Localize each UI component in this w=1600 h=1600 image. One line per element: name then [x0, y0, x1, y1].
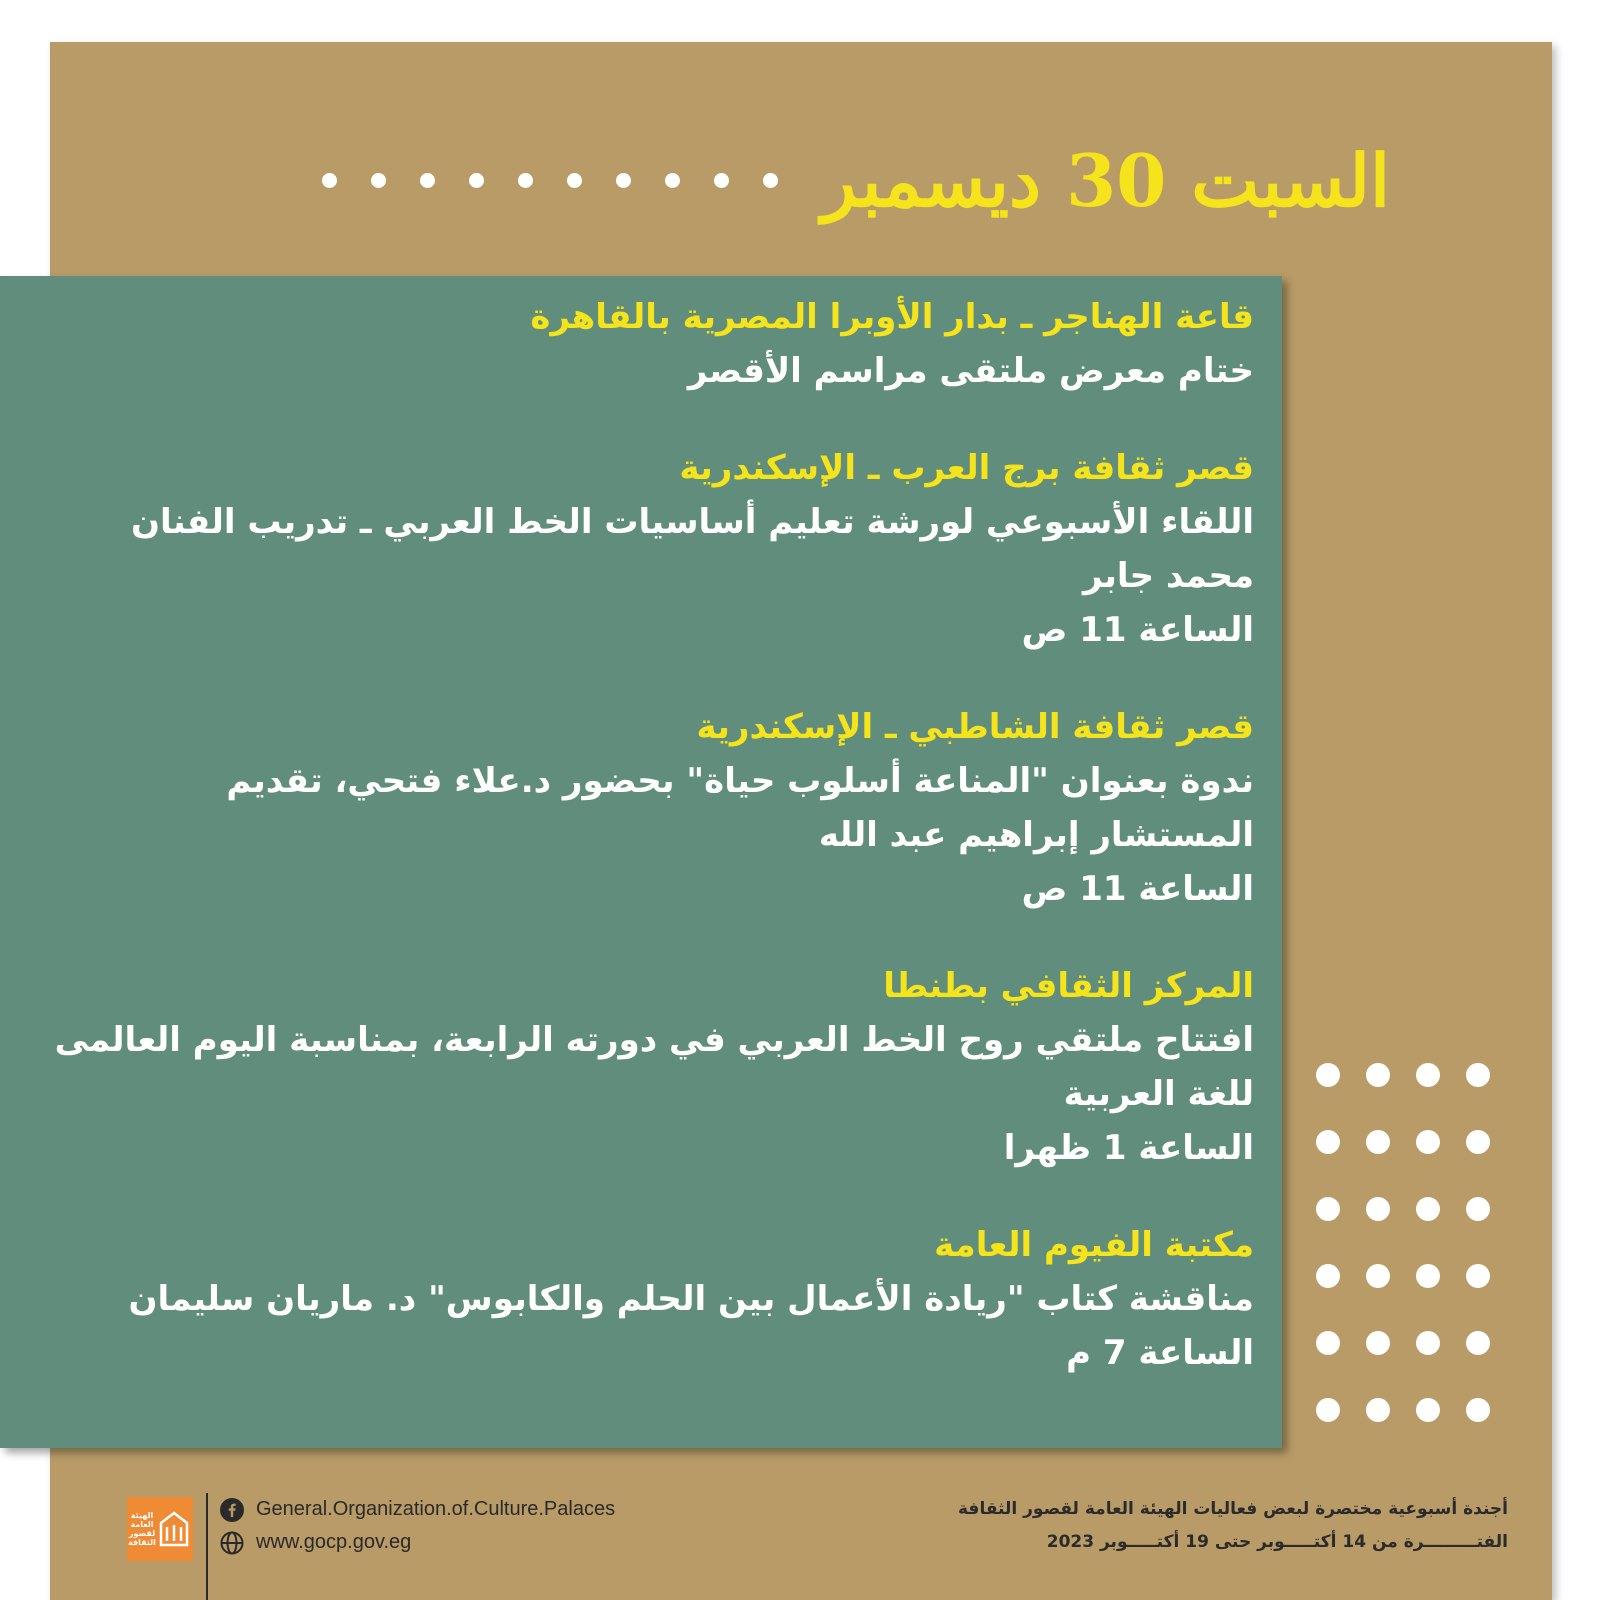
footer-divider — [206, 1493, 208, 1600]
decor-dot — [1466, 1398, 1490, 1422]
decor-dot — [1316, 1197, 1340, 1221]
decor-dot — [763, 173, 778, 188]
decor-dot — [371, 173, 386, 188]
decor-dot — [616, 173, 631, 188]
decor-dot — [1416, 1331, 1440, 1355]
decor-dot — [1466, 1331, 1490, 1355]
decor-dot — [1466, 1063, 1490, 1087]
decor-dot — [665, 173, 680, 188]
decor-dot — [1366, 1331, 1390, 1355]
decor-dot — [714, 173, 729, 188]
facebook-link[interactable] — [220, 1493, 615, 1526]
decor-dot — [322, 173, 337, 188]
decor-dot — [1416, 1398, 1440, 1422]
title-row — [310, 125, 1390, 235]
agenda-footer — [958, 1493, 1508, 1559]
decor-dot — [1366, 1063, 1390, 1087]
event-description: افتتاح ملتقي روح الخط العربي في دورته الرابعة، بمناسبة اليوم العالمى للغة العربية — [54, 1020, 1254, 1114]
decor-dot — [567, 173, 582, 188]
event-item — [54, 700, 1254, 916]
event-description: ختام معرض ملتقى مراسم الأقصر — [687, 351, 1254, 391]
decor-dot — [1416, 1264, 1440, 1288]
decor-dot — [1366, 1130, 1390, 1154]
event-time: الساعة 7 م — [1066, 1333, 1254, 1373]
decor-dot — [1316, 1331, 1340, 1355]
website-label: www.gocp.gov.eg — [256, 1531, 412, 1553]
event-place: قصر ثقافة برج العرب ـ الإسكندرية — [679, 448, 1254, 488]
decor-dot — [518, 173, 533, 188]
decor-dot — [1316, 1130, 1340, 1154]
decor-dot — [1416, 1130, 1440, 1154]
decor-dot — [1416, 1063, 1440, 1087]
gocp-logo — [127, 1497, 193, 1561]
decor-dot — [1466, 1197, 1490, 1221]
event-time: الساعة 11 ص — [1021, 869, 1254, 909]
events-list — [54, 290, 1254, 1423]
decor-dot-grid — [1316, 1063, 1492, 1422]
decor-dot — [1316, 1264, 1340, 1288]
event-description: اللقاء الأسبوعي لورشة تعليم أساسيات الخط العربي ـ تدريب الفنان محمد جابر — [130, 502, 1254, 596]
agenda-title: أجندة أسبوعية مختصرة لبعض فعاليات الهيئة العامة لقصور الثقافة — [958, 1499, 1508, 1519]
title-dots — [310, 173, 778, 188]
facebook-icon — [220, 1498, 244, 1522]
decor-dot — [1316, 1063, 1340, 1087]
page-title: السبت 30 ديسمبر — [821, 137, 1390, 223]
agenda-period: الفتـــــــــرة من 14 أكتـــــوبر حتى 19 أكتـــــوبر 2023 — [1046, 1532, 1508, 1552]
decor-dot — [1366, 1197, 1390, 1221]
logo-building-icon — [157, 1509, 191, 1549]
event-description: مناقشة كتاب "ريادة الأعمال بين الحلم والكابوس" د. ماريان سليمان — [128, 1279, 1254, 1319]
decor-dot — [1466, 1264, 1490, 1288]
decor-dot — [1466, 1130, 1490, 1154]
social-links — [220, 1493, 615, 1559]
event-place: المركز الثقافي بطنطا — [883, 966, 1254, 1006]
logo-text: الهيئة العامة لقصور الثقافة — [128, 1511, 156, 1547]
decor-dot — [469, 173, 484, 188]
event-item — [54, 959, 1254, 1175]
event-time: الساعة 11 ص — [1021, 610, 1254, 650]
event-place: مكتبة الفيوم العامة — [934, 1225, 1254, 1265]
decor-dot — [1416, 1197, 1440, 1221]
event-place: قصر ثقافة الشاطبي ـ الإسكندرية — [696, 707, 1254, 747]
event-item — [54, 290, 1254, 398]
globe-icon — [220, 1531, 244, 1555]
event-item — [54, 1218, 1254, 1380]
events-panel — [0, 276, 1282, 1448]
decor-dot — [1366, 1264, 1390, 1288]
event-item — [54, 441, 1254, 657]
event-time: الساعة 1 ظهرا — [1003, 1128, 1254, 1168]
event-place: قاعة الهناجر ـ بدار الأوبرا المصرية بالقاهرة — [530, 297, 1254, 337]
website-link[interactable] — [220, 1526, 615, 1559]
decor-dot — [1366, 1398, 1390, 1422]
facebook-label: General.Organization.of.Culture.Palaces — [256, 1498, 616, 1520]
decor-dot — [420, 173, 435, 188]
event-description: ندوة بعنوان "المناعة أسلوب حياة" بحضور د.علاء فتحي، تقديم المستشار إبراهيم عبد الله — [226, 761, 1254, 855]
decor-dot — [1316, 1398, 1340, 1422]
